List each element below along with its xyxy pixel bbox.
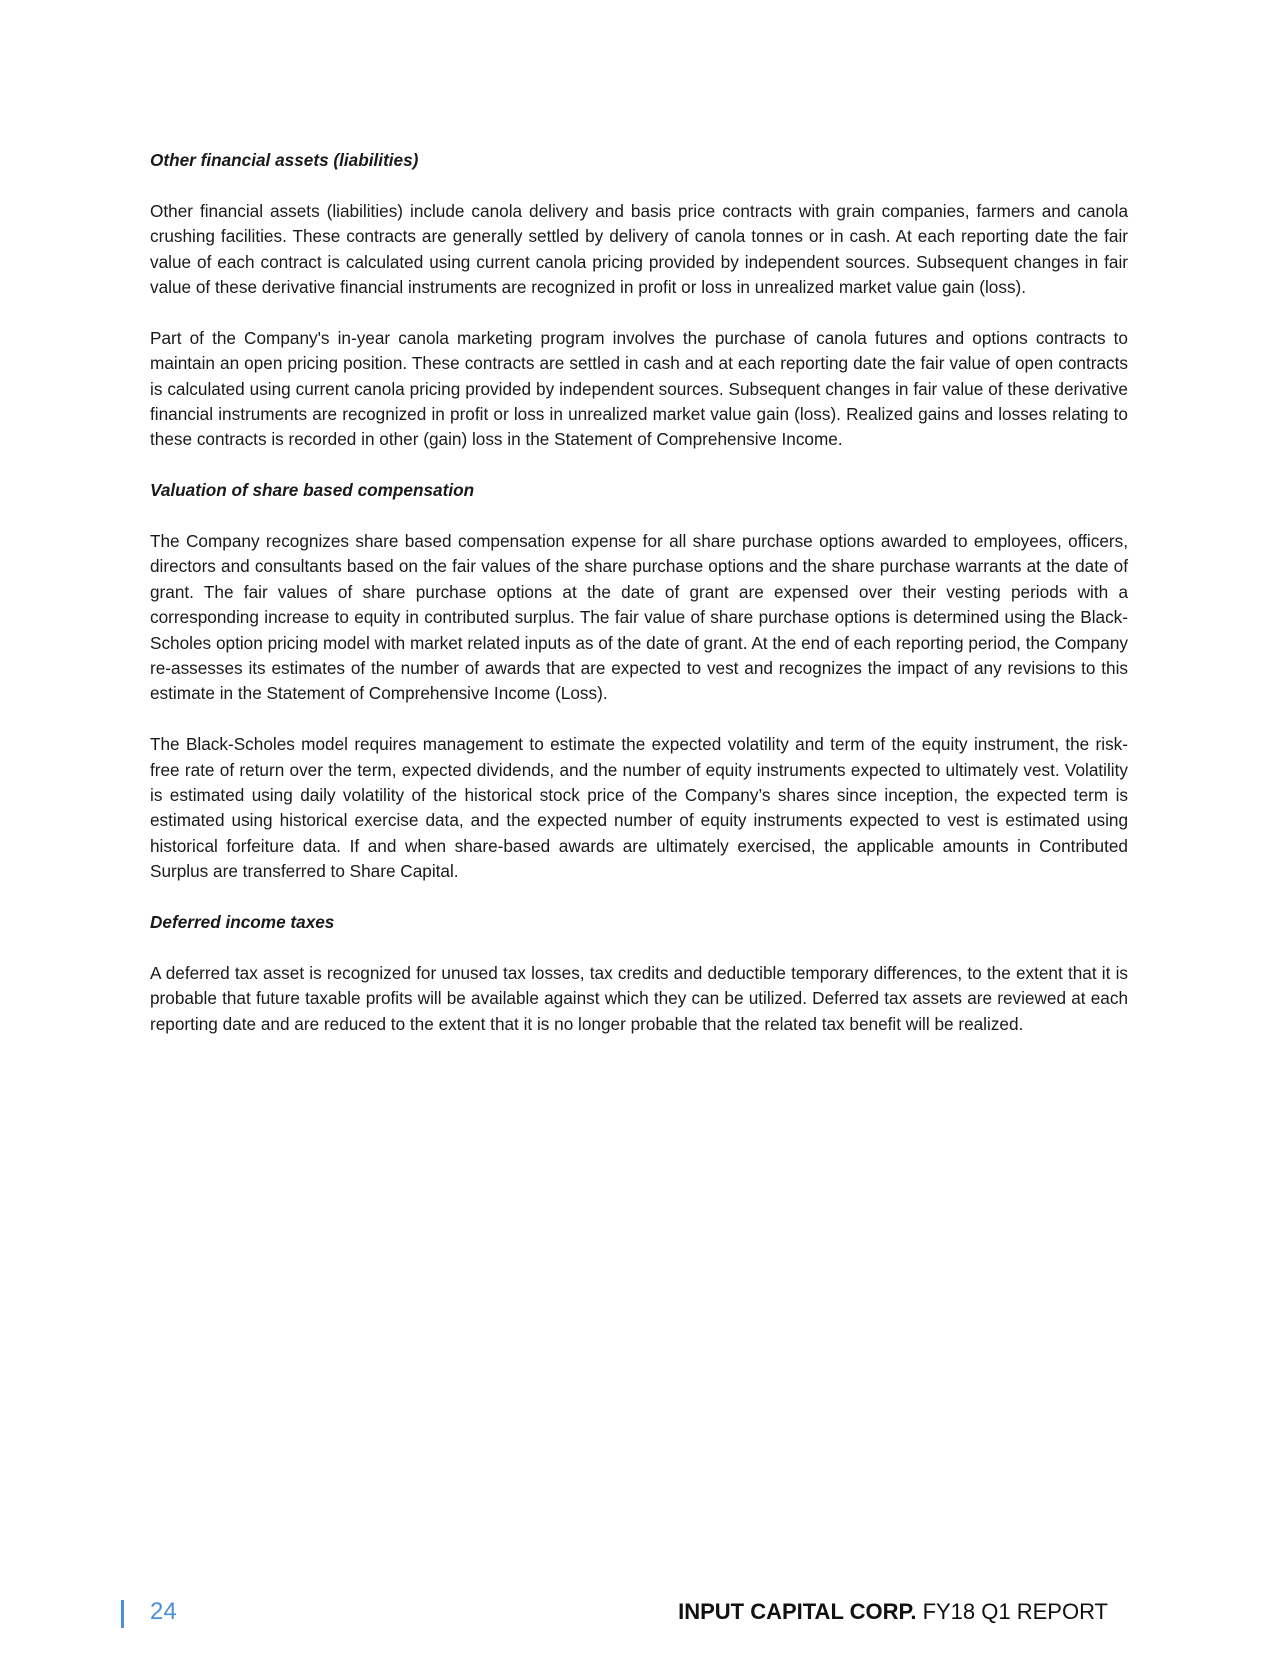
section-heading-share-based-compensation: Valuation of share based compensation	[150, 480, 475, 501]
footer-company-name: INPUT CAPITAL CORP.	[678, 1599, 917, 1624]
footer-report-label: FY18 Q1 REPORT	[922, 1599, 1108, 1624]
paragraph: A deferred tax asset is recognized for unused tax losses, tax credits and deductible temporary differences, to the extent that it is probable that future taxable profits will be available against which they can be utilized. Deferred tax assets are reviewed at each reporting date and are reduced to the extent that it is no longer probable that the related tax benefit will be realized.	[150, 962, 1128, 1034]
paragraph: Other financial assets (liabilities) include canola delivery and basis price contracts with grain companies, farmers and canola crushing facilities. These contracts are generally settled by delivery of canola tonnes or in cash. At each reporting date the fair value of each contract is calculated using current canola pricing provided by independent sources. Subsequent changes in fair value of these derivative financial instruments are recognized in profit or loss in unrealized market value gain (loss).	[150, 200, 1128, 298]
page-number: 24	[150, 1598, 177, 1625]
document-body	[150, 148, 1128, 1063]
section-heading-other-financial-assets: Other financial assets (liabilities)	[150, 150, 419, 170]
paragraph: The Black-Scholes model requires management to estimate the expected volatility and term of the equity instrument, the risk-free rate of return over the term, expected dividends, and the number of equity instruments expected to ultimately vest. Volatility is estimated using daily volatility of the historical stock price of the Company’s shares since inception, the expected term is estimated using historical exercise data, and the expected number of equity instruments expected to vest is estimated using historical forfeiture data. If and when share-based awards are ultimately exercised, the applicable amounts in Contributed Surplus are transferred to Share Capital.	[150, 734, 1128, 882]
paragraph: The Company recognizes share based compensation expense for all share purchase options awarded to employees, officers, directors and consultants based on the fair values of the share purchase options and the share purchase warrants at the date of grant. The fair values of share purchase options at the date of grant are expensed over their vesting periods with a corresponding increase to equity in contributed surplus. The fair value of share purchase options is determined using the Black-Scholes option pricing model with market related inputs as of the date of grant. At the end of each reporting period, the Company re-assesses its estimates of the number of awards that are expected to vest and recognizes the impact of any revisions to this estimate in the Statement of Comprehensive Income (Loss).	[150, 531, 1128, 704]
section-heading-deferred-income-taxes: Deferred income taxes	[150, 912, 335, 933]
paragraph: Part of the Company's in-year canola marketing program involves the purchase of canola futures and options contracts to maintain an open pricing position. These contracts are settled in cash and at each reporting date the fair value of open contracts is calculated using current canola pricing provided by independent sources. Subsequent changes in fair value of these derivative financial instruments are recognized in profit or loss in unrealized market value gain (loss). Realized gains and losses relating to these contracts is recorded in other (gain) loss in the Statement of Comprehensive Income.	[150, 327, 1128, 450]
footer-accent-bar	[121, 1600, 124, 1628]
footer-report-title	[678, 1599, 1108, 1625]
